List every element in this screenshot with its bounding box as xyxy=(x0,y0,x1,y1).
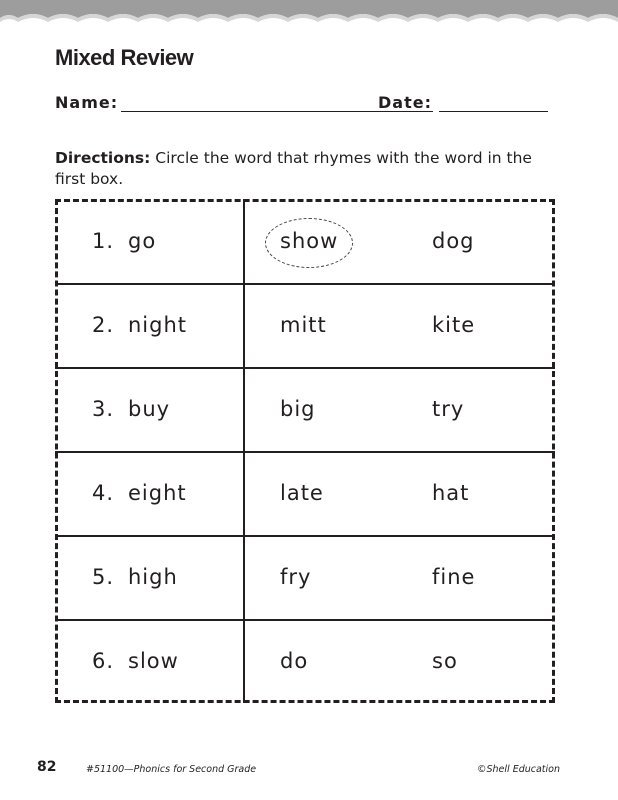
prompt-word: slow xyxy=(128,649,179,673)
page-number: 82 xyxy=(37,759,57,775)
choice-word[interactable]: show xyxy=(280,229,339,253)
table-row xyxy=(55,453,555,537)
choice-word[interactable]: try xyxy=(432,397,465,421)
choice-word[interactable]: mitt xyxy=(280,313,327,337)
date-label: Date: xyxy=(378,93,432,112)
name-date-row xyxy=(55,93,555,117)
page-title: Mixed Review xyxy=(55,45,194,70)
table-row xyxy=(55,285,555,369)
directions xyxy=(55,148,555,190)
row-number: 4. xyxy=(92,481,115,505)
book-title: #51100—Phonics for Second Grade xyxy=(86,764,257,775)
publisher-credit: ©Shell Education xyxy=(477,764,560,775)
table-row xyxy=(55,621,555,705)
directions-label: Directions: xyxy=(55,149,151,167)
choice-word[interactable]: late xyxy=(280,481,324,505)
row-number: 1. xyxy=(92,229,115,253)
row-number: 3. xyxy=(92,397,115,421)
scalloped-top-border xyxy=(0,0,618,30)
name-label: Name: xyxy=(55,93,119,112)
choice-word[interactable]: big xyxy=(280,397,316,421)
row-number: 2. xyxy=(92,313,115,337)
prompt-word: buy xyxy=(128,397,171,421)
choice-word[interactable]: hat xyxy=(432,481,470,505)
row-number: 6. xyxy=(92,649,115,673)
choice-word[interactable]: kite xyxy=(432,313,476,337)
table-row xyxy=(55,537,555,621)
prompt-word: go xyxy=(128,229,157,253)
choice-word[interactable]: do xyxy=(280,649,309,673)
choice-word[interactable]: so xyxy=(432,649,458,673)
date-field-line[interactable] xyxy=(439,111,548,112)
prompt-word: eight xyxy=(128,481,187,505)
directions-text: Circle the word that rhymes with the word in the first box. xyxy=(55,149,532,188)
table-row xyxy=(55,369,555,453)
row-number: 5. xyxy=(92,565,115,589)
prompt-word: night xyxy=(128,313,188,337)
choice-word[interactable]: fry xyxy=(280,565,312,589)
choice-word[interactable]: dog xyxy=(432,229,475,253)
prompt-word: high xyxy=(128,565,178,589)
table-row xyxy=(55,201,555,285)
choice-word[interactable]: fine xyxy=(432,565,476,589)
